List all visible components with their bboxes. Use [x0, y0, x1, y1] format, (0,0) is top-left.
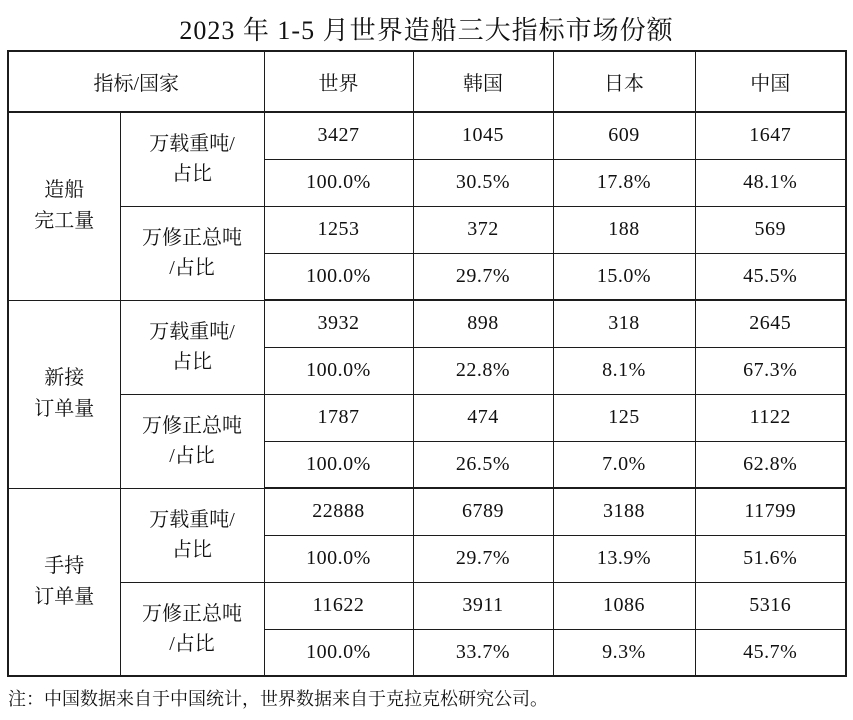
- share-cell: 17.8%: [553, 159, 695, 206]
- value-cell: 1122: [695, 394, 846, 441]
- value-cell: 3932: [264, 300, 413, 347]
- unit-label-line: 万修正总吨: [142, 415, 242, 437]
- share-cell: 100.0%: [264, 441, 413, 488]
- share-cell: 22.8%: [413, 347, 553, 394]
- share-cell: 100.0%: [264, 535, 413, 582]
- share-cell: 15.0%: [553, 253, 695, 300]
- header-col-world: 世界: [264, 51, 413, 112]
- value-cell: 569: [695, 206, 846, 253]
- share-cell: 29.7%: [413, 535, 553, 582]
- value-cell: 5316: [695, 582, 846, 629]
- table-row: [8, 488, 846, 535]
- share-cell: 29.7%: [413, 253, 553, 300]
- category-label-new-orders: [8, 300, 120, 488]
- table-row: [8, 582, 846, 629]
- value-cell: 22888: [264, 488, 413, 535]
- value-cell: 188: [553, 206, 695, 253]
- header-col-china: 中国: [695, 51, 846, 112]
- share-cell: 45.5%: [695, 253, 846, 300]
- category-label-line: 订单量: [34, 585, 95, 608]
- share-cell: 100.0%: [264, 253, 413, 300]
- value-cell: 1086: [553, 582, 695, 629]
- share-cell: 33.7%: [413, 629, 553, 676]
- unit-label-line: 占比: [172, 351, 212, 373]
- value-cell: 372: [413, 206, 553, 253]
- value-cell: 3427: [264, 112, 413, 159]
- value-cell: 11622: [264, 582, 413, 629]
- unit-label-cgt: [120, 394, 264, 488]
- share-cell: 26.5%: [413, 441, 553, 488]
- category-label-line: 手持: [44, 554, 85, 577]
- value-cell: 609: [553, 112, 695, 159]
- category-label-orderbook: [8, 488, 120, 676]
- header-col-japan: 日本: [553, 51, 695, 112]
- value-cell: 3911: [413, 582, 553, 629]
- unit-label-line: /占比: [169, 445, 215, 467]
- unit-label-line: /占比: [169, 632, 215, 655]
- share-cell: 100.0%: [264, 159, 413, 206]
- share-cell: 7.0%: [553, 441, 695, 488]
- value-cell: 1647: [695, 112, 846, 159]
- value-cell: 1253: [264, 206, 413, 253]
- value-cell: 2645: [695, 300, 846, 347]
- share-cell: 67.3%: [695, 347, 846, 394]
- category-label-line: 订单量: [34, 398, 95, 420]
- unit-label-line: 占比: [172, 539, 212, 561]
- value-cell: 898: [413, 300, 553, 347]
- market-share-table: [7, 50, 847, 677]
- table-row: [8, 112, 846, 159]
- share-cell: 30.5%: [413, 159, 553, 206]
- share-cell: 45.7%: [695, 629, 846, 676]
- category-label-line: 造船: [44, 179, 85, 202]
- unit-label-line: 万修正总吨: [142, 602, 242, 625]
- table-row: [8, 394, 846, 441]
- value-cell: 318: [553, 300, 695, 347]
- unit-label-line: 万载重吨/: [149, 509, 235, 531]
- value-cell: 6789: [413, 488, 553, 535]
- unit-label-cgt: [120, 582, 264, 676]
- unit-label-line: 占比: [172, 163, 212, 186]
- share-cell: 100.0%: [264, 347, 413, 394]
- header-row: [8, 51, 846, 112]
- table-row: [8, 206, 846, 253]
- category-label-line: 新接: [44, 367, 85, 389]
- value-cell: 1787: [264, 394, 413, 441]
- share-cell: 51.6%: [695, 535, 846, 582]
- value-cell: 474: [413, 394, 553, 441]
- page-title: 2023 年 1-5 月世界造船三大指标市场份额: [179, 16, 674, 45]
- share-cell: 100.0%: [264, 629, 413, 676]
- share-cell: 48.1%: [695, 159, 846, 206]
- unit-label-line: 万修正总吨: [142, 227, 242, 249]
- share-cell: 8.1%: [553, 347, 695, 394]
- unit-label-dwt: [120, 488, 264, 582]
- unit-label-line: 万载重吨/: [149, 321, 235, 343]
- table-row: [8, 300, 846, 347]
- share-cell: 62.8%: [695, 441, 846, 488]
- unit-label-line: 万载重吨/: [149, 133, 235, 156]
- value-cell: 11799: [695, 488, 846, 535]
- unit-label-line: /占比: [169, 257, 215, 279]
- share-cell: 9.3%: [553, 629, 695, 676]
- value-cell: 3188: [553, 488, 695, 535]
- header-col-korea: 韩国: [413, 51, 553, 112]
- value-cell: 1045: [413, 112, 553, 159]
- category-label-completions: [8, 112, 120, 300]
- unit-label-cgt: [120, 206, 264, 300]
- unit-label-dwt: [120, 300, 264, 394]
- category-label-line: 完工量: [34, 210, 95, 233]
- footnote: 注：中国数据来自于中国统计，世界数据来自于克拉克松研究公司。: [8, 689, 548, 709]
- header-indicator-country: 指标/国家: [8, 51, 264, 112]
- value-cell: 125: [553, 394, 695, 441]
- unit-label-dwt: [120, 112, 264, 206]
- share-cell: 13.9%: [553, 535, 695, 582]
